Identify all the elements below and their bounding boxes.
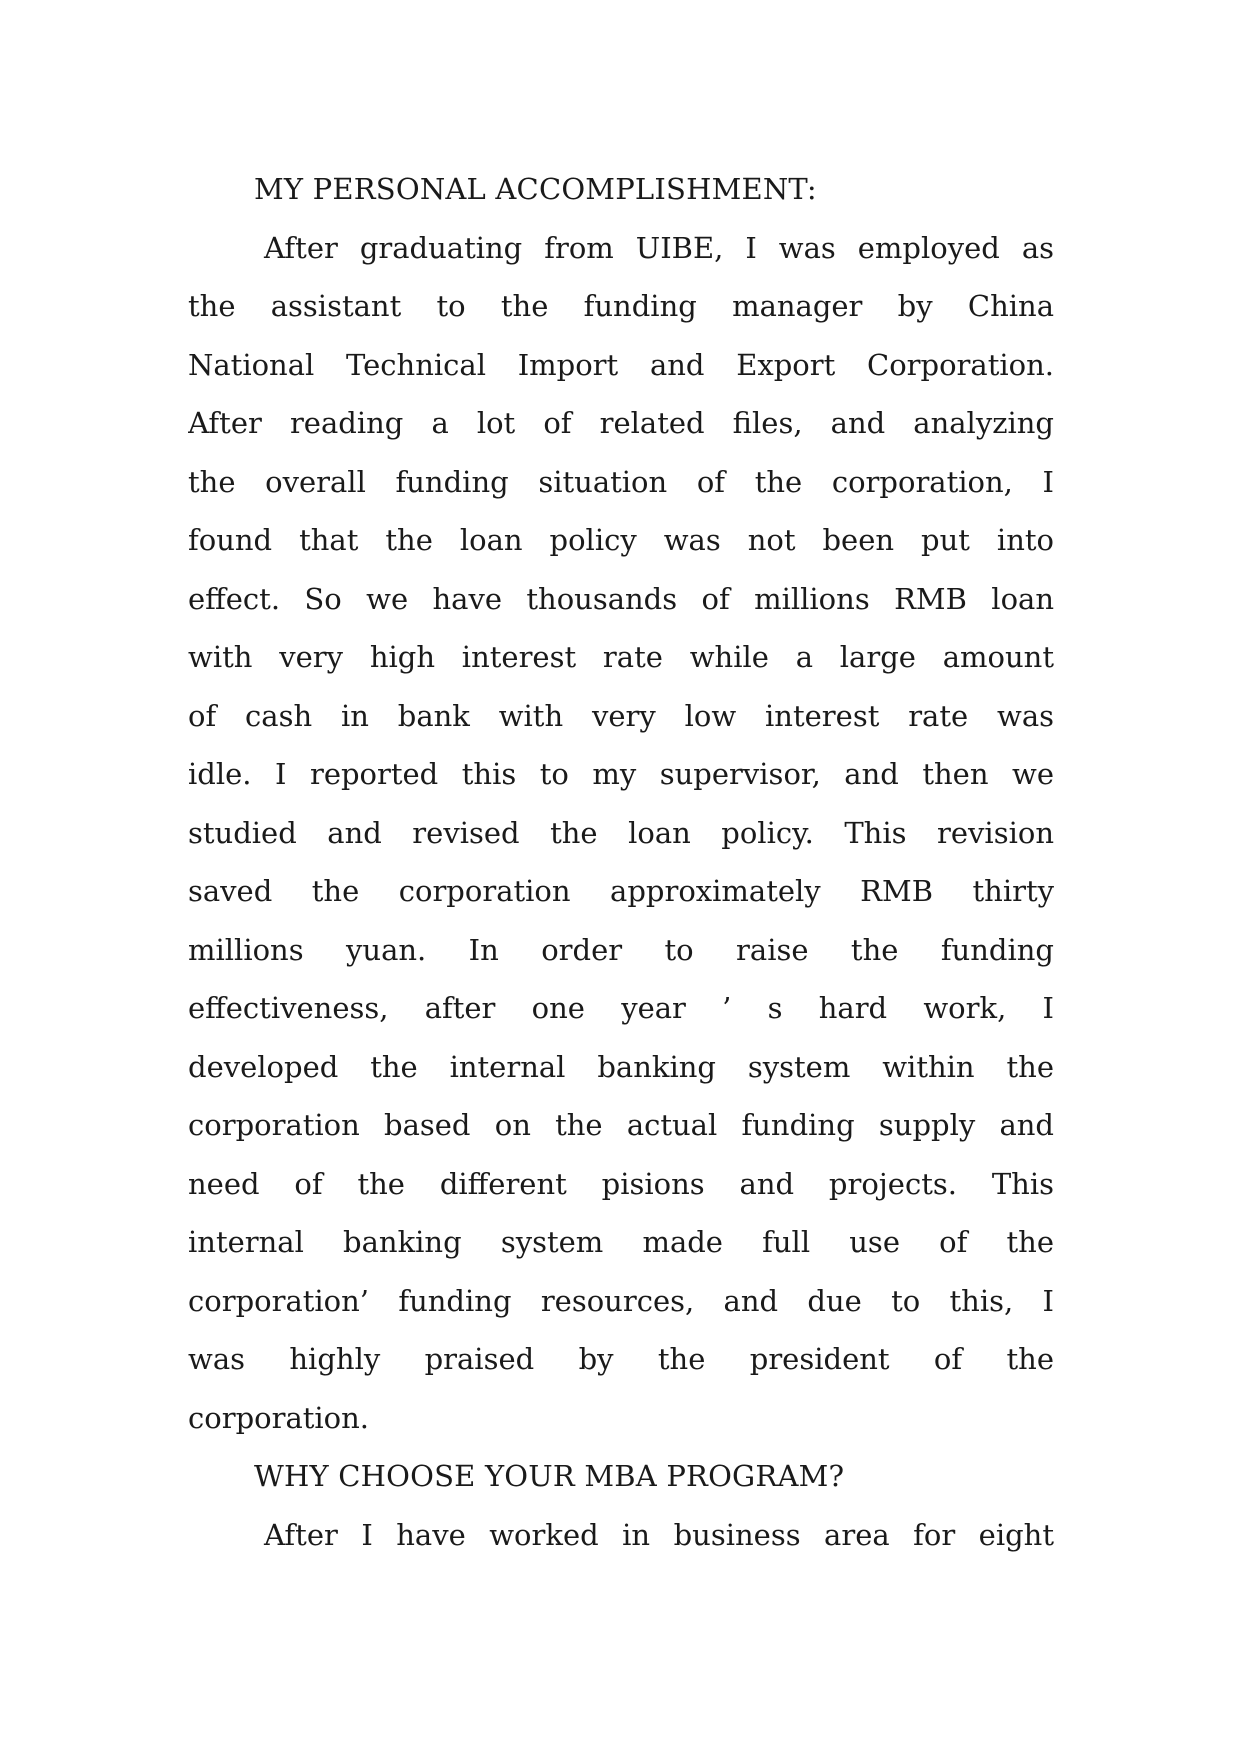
paragraph-line: was highly praised by the president of the	[188, 1342, 1054, 1376]
paragraph-line: idle. I reported this to my supervisor, and then we	[188, 757, 1054, 791]
paragraph-line: saved the corporation approximately RMB thirty	[188, 874, 1054, 908]
paragraph-line: with very high interest rate while a large amount	[188, 640, 1054, 674]
paragraph-line: need of the different pisions and projects. This	[188, 1166, 1054, 1201]
paragraph-line: effect. So we have thousands of millions RMB loan	[188, 581, 1054, 616]
paragraph-line: National Technical Import and Export Corporation.	[188, 347, 1054, 382]
paragraph-line: studied and revised the loan policy. This revision	[188, 815, 1054, 850]
paragraph-line: effectiveness, after one year ’ s hard work, I	[188, 991, 1054, 1025]
section-heading-accomplishment: MY PERSONAL ACCOMPLISHMENT:	[254, 172, 817, 206]
document-body	[188, 160, 1054, 1564]
paragraph-line: internal banking system made full use of the	[188, 1225, 1054, 1259]
paragraph-line: of cash in bank with very low interest rate was	[188, 698, 1054, 733]
paragraph-line: corporation’ funding resources, and due to this, I	[188, 1283, 1054, 1318]
paragraph-line: After graduating from UIBE, I was employed as	[264, 230, 1054, 265]
paragraph-line: the overall funding situation of the corporation, I	[188, 464, 1054, 499]
paragraph-line: millions yuan. In order to raise the funding	[188, 932, 1054, 967]
paragraph-line: After reading a lot of related files, and analyzing	[188, 406, 1054, 440]
section-heading-why-mba: WHY CHOOSE YOUR MBA PROGRAM?	[254, 1459, 845, 1493]
paragraph-line: the assistant to the funding manager by China	[188, 289, 1054, 323]
paragraph-line: corporation.	[188, 1400, 370, 1435]
paragraph-line: developed the internal banking system within the	[188, 1049, 1054, 1084]
paragraph-line: found that the loan policy was not been put into	[188, 523, 1054, 557]
paragraph-why-mba	[188, 1506, 1054, 1565]
paragraph-line: corporation based on the actual funding supply and	[188, 1108, 1054, 1142]
paragraph-line: After I have worked in business area for eight	[264, 1517, 1054, 1552]
paragraph-accomplishment	[188, 219, 1054, 1448]
